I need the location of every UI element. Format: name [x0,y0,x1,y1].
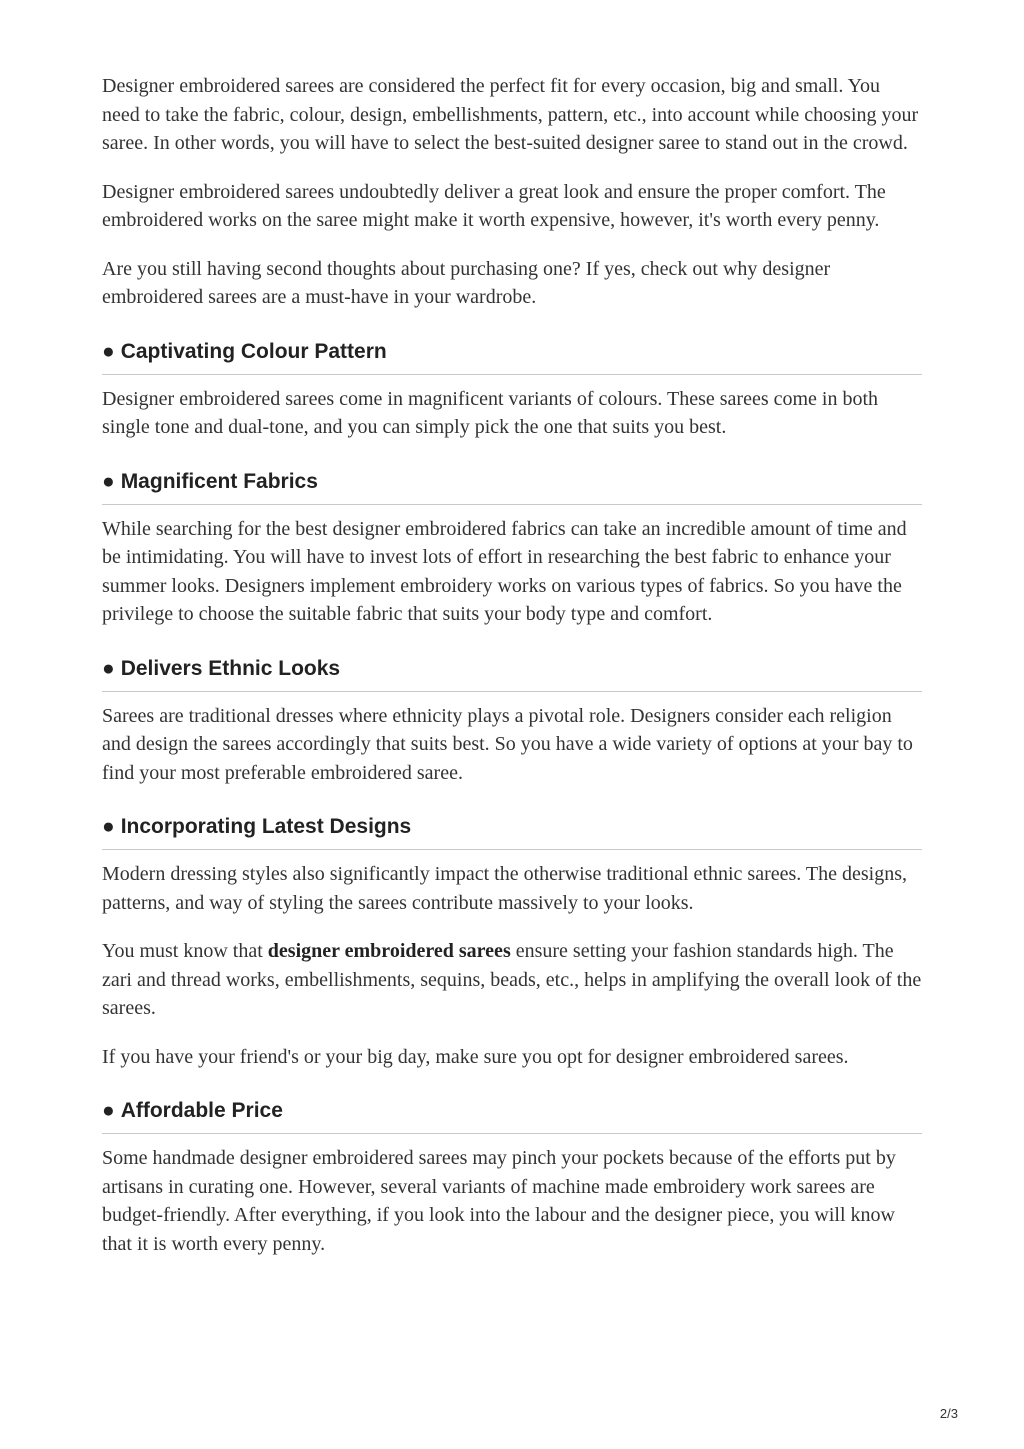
bold-keyword: designer embroidered sarees [267,940,511,962]
section-paragraph: Some handmade designer embroidered sarees may pinch your pockets because of the efforts put by artisans in curating one. However, several variants of machine made embroidery work sarees are budget-friendly. After everything, if you look into the labour and the designer piece, you will know that it is worth every penny. [102,1147,896,1255]
section-paragraph: Modern dressing styles also significantly impact the otherwise traditional ethnic sarees. The designs, patterns, and way of styling the sarees contribute massively to your looks. [102,863,907,914]
section-heading-text: Affordable Price [120,1099,283,1122]
section-heading-text: Incorporating Latest Designs [120,815,412,838]
section-heading-ethnic-looks [102,656,922,692]
bullet-icon: ● [102,339,115,363]
section-paragraph: Sarees are traditional dresses where ethnicity plays a pivotal role. Designers consider each religion and design the sarees accordingly that suits best. So you have a wide variety of options at your bay to find your most preferable embroidered saree. [102,704,913,784]
section-paragraph-with-bold [102,937,922,1023]
section-heading-fabrics [102,469,922,505]
text-after-bold: ensure setting your fashion standards high. The zari and thread works, embellishments, sequins, beads, etc., helps in amplifying the overall look of the sarees. [102,940,922,1019]
bullet-icon: ● [102,815,115,838]
section-heading-text: Delivers Ethnic Looks [120,656,341,680]
section-heading-affordable-price [102,1098,922,1134]
bullet-icon: ● [102,469,115,493]
text-before-bold: You must know that [102,940,268,962]
intro-paragraph-1: Designer embroidered sarees are considered the perfect fit for every occasion, big and small. You need to take the fabric, colour, design, embellishments, pattern, etc., into account while choosing your saree. In other words, you will have to select the best-suited designer saree to stand out in the crowd. [102,75,919,154]
section-heading-text: Magnificent Fabrics [120,469,318,493]
bullet-icon: ● [102,656,115,680]
section-paragraph: Designer embroidered sarees come in magnificent variants of colours. These sarees come in both single tone and dual-tone, and you can simply pick the one that suits you best. [102,387,879,438]
intro-paragraph-2: Designer embroidered sarees undoubtedly deliver a great look and ensure the proper comfort. The embroidered works on the saree might make it worth expensive, however, it's worth every penny. [102,180,886,231]
intro-paragraph-3: Are you still having second thoughts about purchasing one? If yes, check out why designer embroidered sarees are a must-have in your wardrobe. [102,257,831,308]
page-number: 2/3 [939,1406,958,1421]
section-heading-text: Captivating Colour Pattern [120,339,387,363]
document-body [102,72,922,1278]
section-heading-latest-designs [102,814,922,850]
section-paragraph: If you have your friend's or your big day, make sure you opt for designer embroidered sarees. [102,1045,849,1068]
section-heading-colour-pattern [102,339,922,375]
bullet-icon: ● [102,1099,115,1122]
section-paragraph: While searching for the best designer embroidered fabrics can take an incredible amount of time and be intimidating. You will have to invest lots of effort in researching the best fabric to enhance your summer looks. Designers implement embroidery works on various types of fabrics. So you have the privilege to choose the suitable fabric that suits your body type and comfort. [102,517,907,625]
